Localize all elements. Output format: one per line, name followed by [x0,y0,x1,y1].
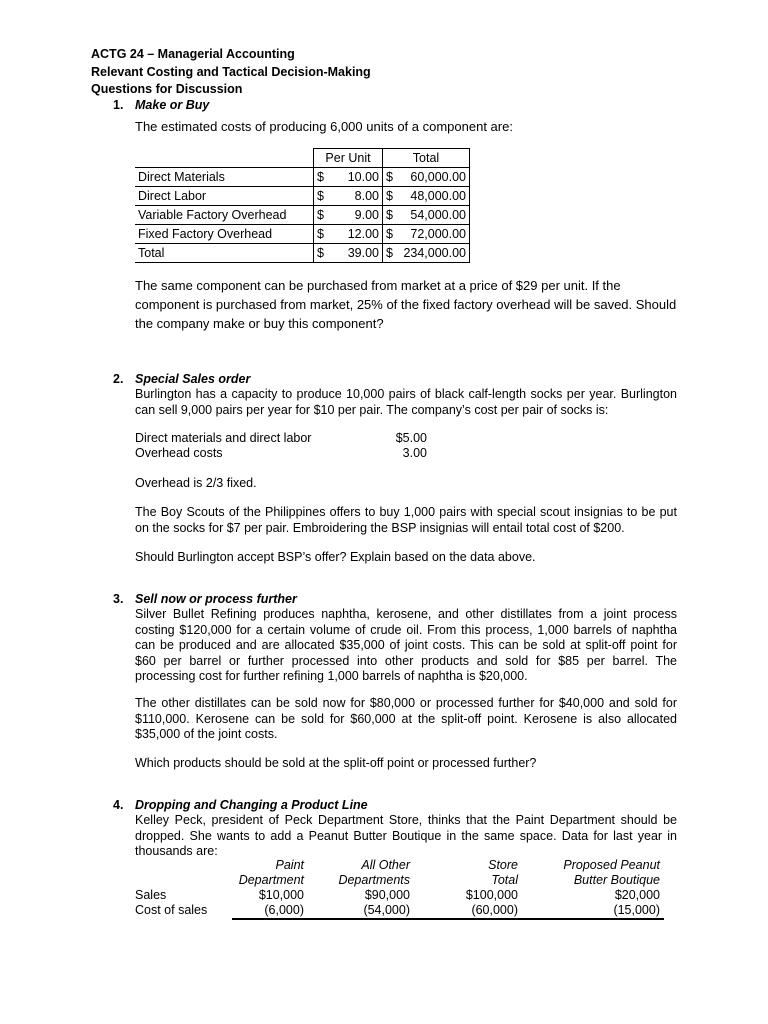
q2-number: 2. [113,372,124,386]
table-row [135,187,470,206]
q3-title: Sell now or process further [135,592,297,606]
sales-cell: $20,000 [614,888,660,902]
q2-title: Special Sales order [135,372,251,386]
cost-cell: (54,000) [363,903,410,917]
cost-cell: (6,000) [264,903,304,917]
sales-cell: $10,000 [258,888,304,902]
q1-number: 1. [113,98,124,112]
column-header-store-total: Store Total [488,858,518,887]
column-header-paint: Paint Department [238,858,304,887]
column-header-all-other: All Other Departments [338,858,410,887]
q4-paragraph-1: Kelley Peck, president of Peck Department Store, thinks that the Paint Department should be dropped. She wants to add a Peanut Butter Boutique in the same space. Data for last year in thousands are: [135,813,677,858]
section-subtitle: Questions for Discussion [91,82,243,96]
table-row [135,206,470,225]
q1-question: The same component can be purchased from market at a price of $29 per unit. If the component is purchased from market, 25% of the fixed factory overhead will be saved. Should the company make or buy this component? [135,278,677,331]
q3-number: 3. [113,592,124,606]
total-cell: $ 234,000.00 [386,246,466,260]
total-cell: $ 48,000.00 [386,189,466,203]
row-label: Total [135,244,314,263]
q2-paragraph-2: Overhead is 2/3 fixed. [135,476,257,490]
total-cell: $ 54,000.00 [386,208,466,222]
sales-cell: $90,000 [364,888,410,902]
q1-intro: The estimated costs of producing 6,000 units of a component are: [135,119,513,134]
course-title: ACTG 24 – Managerial Accounting [91,47,295,61]
q2-paragraph-4: Should Burlington accept BSP’s offer? Explain based on the data above. [135,550,536,564]
cost-cell: (15,000) [613,903,660,917]
table-underline [232,918,664,920]
cost-line [135,431,427,445]
table-row [135,168,470,187]
per-unit-cell: $ 39.00 [317,246,379,260]
q4-title: Dropping and Changing a Product Line [135,798,368,812]
table-row [135,225,470,244]
row-label: Fixed Factory Overhead [135,225,314,244]
cost-table-label-header [135,149,314,168]
row-label-cost-of-sales: Cost of sales [135,903,208,917]
per-unit-cell: $ 9.00 [317,208,379,222]
row-label: Direct Materials [135,168,314,187]
q2-paragraph-3: The Boy Scouts of the Philippines offers to buy 1,000 pairs with special scout insignias to be put on the socks for $7 per pair. Embroidering the BSP insignias will entail total cost of $200. [135,505,677,535]
q2-paragraph-1: Burlington has a capacity to produce 10,000 pairs of black calf-length socks per year. Burlington can sell 9,000 pairs per year for $10 per pair. The company’s cost per pair of socks is: [135,387,677,417]
per-unit-cell: $ 12.00 [317,227,379,241]
cost-table [135,148,470,263]
cost-line-label: Direct materials and direct labor [135,431,312,445]
total-header: Total [383,149,470,168]
row-label-sales: Sales [135,888,167,902]
q3-paragraph-1: Silver Bullet Refining produces naphtha, kerosene, and other distillates from a joint process costing $120,000 for a certain volume of crude oil. From this process, 1,000 barrels of naphtha can be produced and are allocated $35,000 of joint costs. This can be sold at split-off point for $60 per barrel or further processed into other products and sold for $85 per barrel. The processing cost for further refining 1,000 barrels of naphtha is $20,000. [135,607,677,683]
q1-title: Make or Buy [135,98,210,112]
table-row [135,244,470,263]
row-label: Direct Labor [135,187,314,206]
cost-cell: (60,000) [471,903,518,917]
total-cell: $ 72,000.00 [386,227,466,241]
q3-paragraph-3: Which products should be sold at the split-off point or processed further? [135,756,537,770]
topic-title: Relevant Costing and Tactical Decision-Making [91,65,371,79]
column-header-peanut-butter: Proposed Peanut Butter Boutique [563,858,660,887]
cost-line-value: $5.00 [395,431,427,445]
row-label: Variable Factory Overhead [135,206,314,225]
per-unit-cell: $ 8.00 [317,189,379,203]
per-unit-header: Per Unit [314,149,383,168]
cost-line-value: 3.00 [402,446,427,460]
q4-number: 4. [113,798,124,812]
per-unit-cell: $ 10.00 [317,170,379,184]
cost-line-label: Overhead costs [135,446,223,460]
cost-table-header [135,149,470,168]
cost-line [135,446,427,460]
sales-cell: $100,000 [465,888,518,902]
q3-paragraph-2: The other distillates can be sold now for $80,000 or processed further for $40,000 and sold for $110,000. Kerosene can be sold for $60,000 at the split-off point. Kerosene is also allocated $35,000 of the joint costs. [135,696,677,741]
total-cell: $ 60,000.00 [386,170,466,184]
